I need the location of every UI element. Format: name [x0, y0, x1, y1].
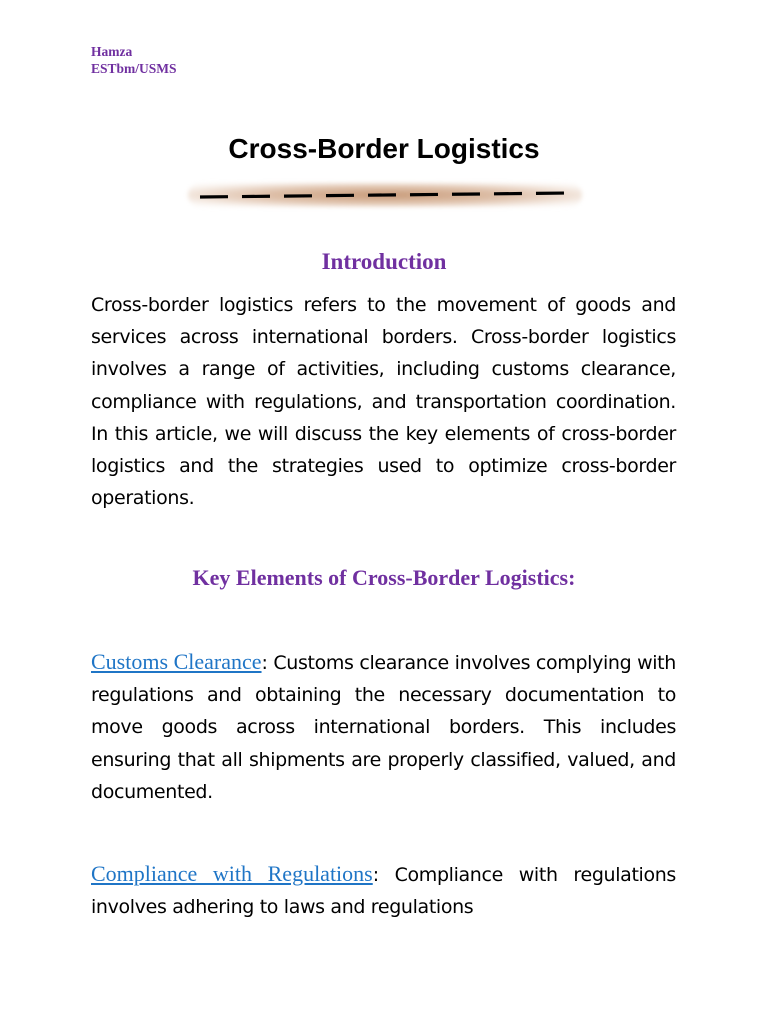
compliance-regulations-text: Compliance with regulations involves adhering to laws and regulations: [91, 864, 676, 919]
customs-clearance-paragraph: [91, 646, 676, 808]
author-name: Hamza: [91, 44, 133, 59]
dashed-line-icon: [188, 183, 582, 207]
compliance-regulations-link[interactable]: Compliance with Regulations: [91, 861, 373, 886]
page-title: Cross-Border Logistics: [228, 133, 540, 164]
title-divider: [188, 183, 582, 207]
customs-clearance-link[interactable]: Customs Clearance: [91, 649, 262, 674]
customs-clearance-separator: :: [261, 652, 268, 674]
key-elements-heading: Key Elements of Cross-Border Logistics:: [192, 565, 576, 590]
introduction-paragraph: Cross-border logistics refers to the movement of goods and services across international borders. Cross-border logistics involves a range of activities, including customs clearance, compliance with regulations, and transportation coordination. In this article, we will discuss the key elements of cross-border logistics and the strategies used to optimize cross-border operations.: [91, 294, 676, 510]
author-affiliation: ESTbm/USMS: [91, 61, 177, 76]
compliance-regulations-paragraph: [91, 858, 676, 1024]
author-block: [91, 43, 177, 77]
customs-clearance-text: Customs clearance involves complying with regulations and obtaining the necessary documentation to move goods across international borders. This includes ensuring that all shipments are properly classified, valued, and documented.: [91, 652, 676, 803]
introduction-heading: Introduction: [321, 249, 447, 274]
compliance-regulations-separator: :: [372, 864, 379, 886]
